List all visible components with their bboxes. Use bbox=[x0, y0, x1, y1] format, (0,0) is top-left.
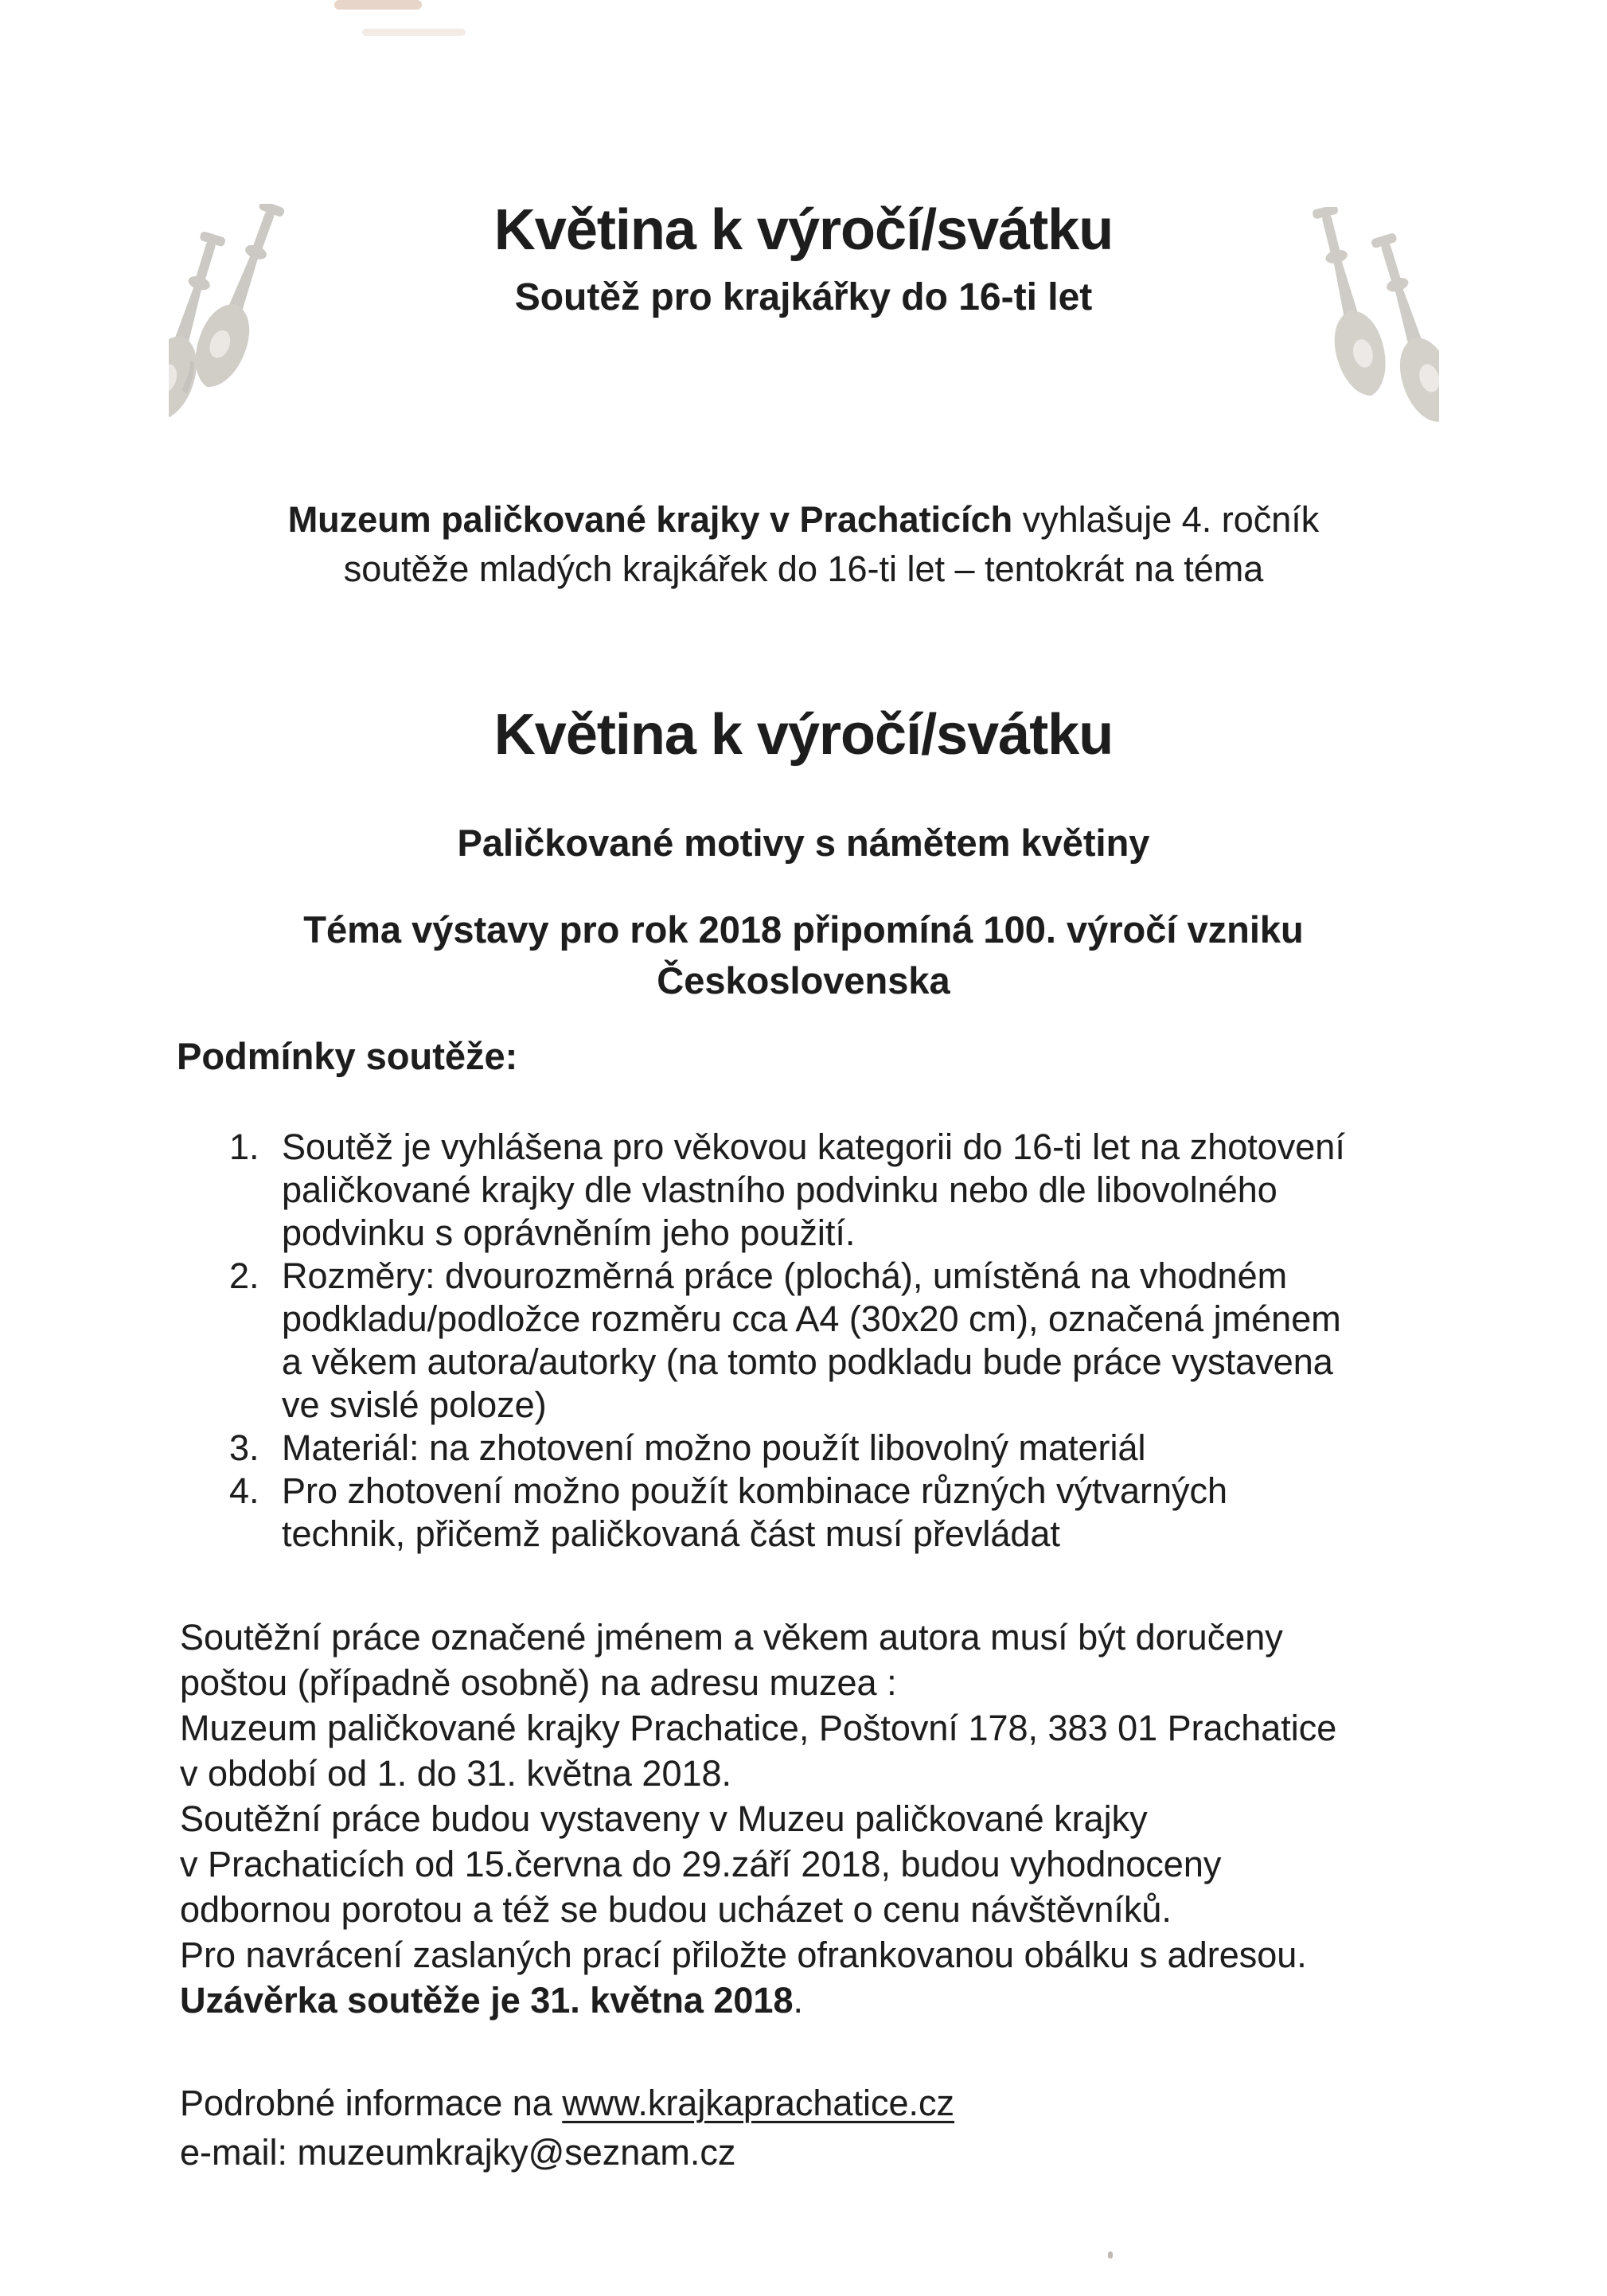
website-url: www.krajkaprachatice.cz bbox=[562, 2083, 954, 2123]
list-item-text: Soutěž je vyhlášena pro věkovou kategorii do 16-ti let na zhotovení paličkované krajky dle vlastního podvinku nebo dle libovolného podvinku s oprávněním jeho použití. bbox=[282, 1127, 1345, 1253]
contact-block bbox=[180, 2079, 1535, 2177]
list-item bbox=[229, 1255, 1527, 1427]
paragraph-line: Pro navrácení zaslaných prací přiložte ofrankovanou obálku s adresou. bbox=[180, 1935, 1307, 1975]
paragraph-line: Soutěžní práce budou vystaveny v Muzeu paličkované krajky bbox=[180, 1798, 1148, 1839]
list-item-number: 3. bbox=[229, 1427, 259, 1468]
lace-bobbins-icon bbox=[169, 204, 328, 452]
deadline-line bbox=[180, 1978, 1535, 2023]
paragraph-line: Soutěžní práce označené jménem a věkem autora musí být doručeny bbox=[180, 1617, 1283, 1658]
document-subtitle: Soutěž pro krajkářky do 16-ti let bbox=[514, 276, 1093, 318]
announcement-line-2: soutěže mladých krajkářek do 16-ti let – tentokrát na téma bbox=[343, 549, 1264, 589]
conditions-list bbox=[229, 1126, 1527, 1556]
website-line bbox=[180, 2079, 1535, 2128]
announcement-line-1-rest: vyhlašuje 4. ročník bbox=[1012, 499, 1320, 540]
list-item-number: 2. bbox=[229, 1255, 259, 1296]
paragraph-line: v období od 1. do 31. května 2018. bbox=[180, 1753, 732, 1794]
paragraph-line: Muzeum paličkované krajky Prachatice, Poštovní 178, 383 01 Prachatice bbox=[180, 1708, 1337, 1748]
theme-note-line: Československa bbox=[657, 959, 950, 1002]
email-line: e-mail: muzeumkrajky@seznam.cz bbox=[180, 2132, 736, 2173]
list-item-number: 4. bbox=[229, 1470, 259, 1511]
deadline-period: . bbox=[793, 1980, 803, 2021]
list-item-text: Materiál: na zhotovení možno použít libovolný materiál bbox=[282, 1427, 1146, 1468]
theme-note-line: Téma výstavy pro rok 2018 připomíná 100. výročí vzniku bbox=[303, 908, 1304, 951]
list-item bbox=[229, 1126, 1527, 1255]
list-item-text: Pro zhotovení možno použít kombinace různých výtvarných technik, přičemž paličkovaná část musí převládat bbox=[282, 1470, 1228, 1554]
list-item bbox=[229, 1427, 1527, 1470]
list-item-text: Rozměry: dvourozměrná práce (plochá), umístěná na vhodném podkladu/podložce rozměru cca A4 (30x20 cm), označená jménem a věkem autora/autorky (na tomto podkladu bude práce vystavena ve svislé poloze) bbox=[282, 1255, 1341, 1425]
list-item-number: 1. bbox=[229, 1127, 259, 1167]
scan-artifact bbox=[1108, 2251, 1113, 2259]
museum-name: Muzeum paličkované krajky v Prachaticích bbox=[287, 499, 1013, 540]
paragraph-line: v Prachaticích od 15.června do 29.září 2018, budou vyhodnoceny bbox=[180, 1844, 1222, 1884]
theme-subtitle: Paličkované motivy s námětem květiny bbox=[457, 822, 1150, 864]
announcement-text bbox=[0, 495, 1607, 594]
delivery-paragraph bbox=[180, 1615, 1535, 2023]
paragraph-line: odbornou porotou a též se budou ucházet o cenu návštěvníků. bbox=[180, 1889, 1172, 1930]
deadline-text: Uzávěrka soutěže je 31. května 2018 bbox=[180, 1980, 794, 2021]
scan-artifact bbox=[362, 29, 466, 36]
scan-artifact bbox=[334, 0, 422, 10]
announcement-line-1 bbox=[0, 495, 1607, 545]
lace-bobbins-icon bbox=[1280, 207, 1439, 463]
paragraph-line: poštou (případně osobně) na adresu muzea : bbox=[180, 1662, 897, 1703]
list-item bbox=[229, 1470, 1527, 1556]
website-line-prefix: Podrobné informace na bbox=[180, 2083, 563, 2123]
conditions-heading: Podmínky soutěže: bbox=[177, 1035, 518, 1077]
theme-note bbox=[0, 904, 1607, 1006]
theme-title: Květina k výročí/svátku bbox=[493, 703, 1114, 767]
document-title: Květina k výročí/svátku bbox=[493, 198, 1114, 262]
